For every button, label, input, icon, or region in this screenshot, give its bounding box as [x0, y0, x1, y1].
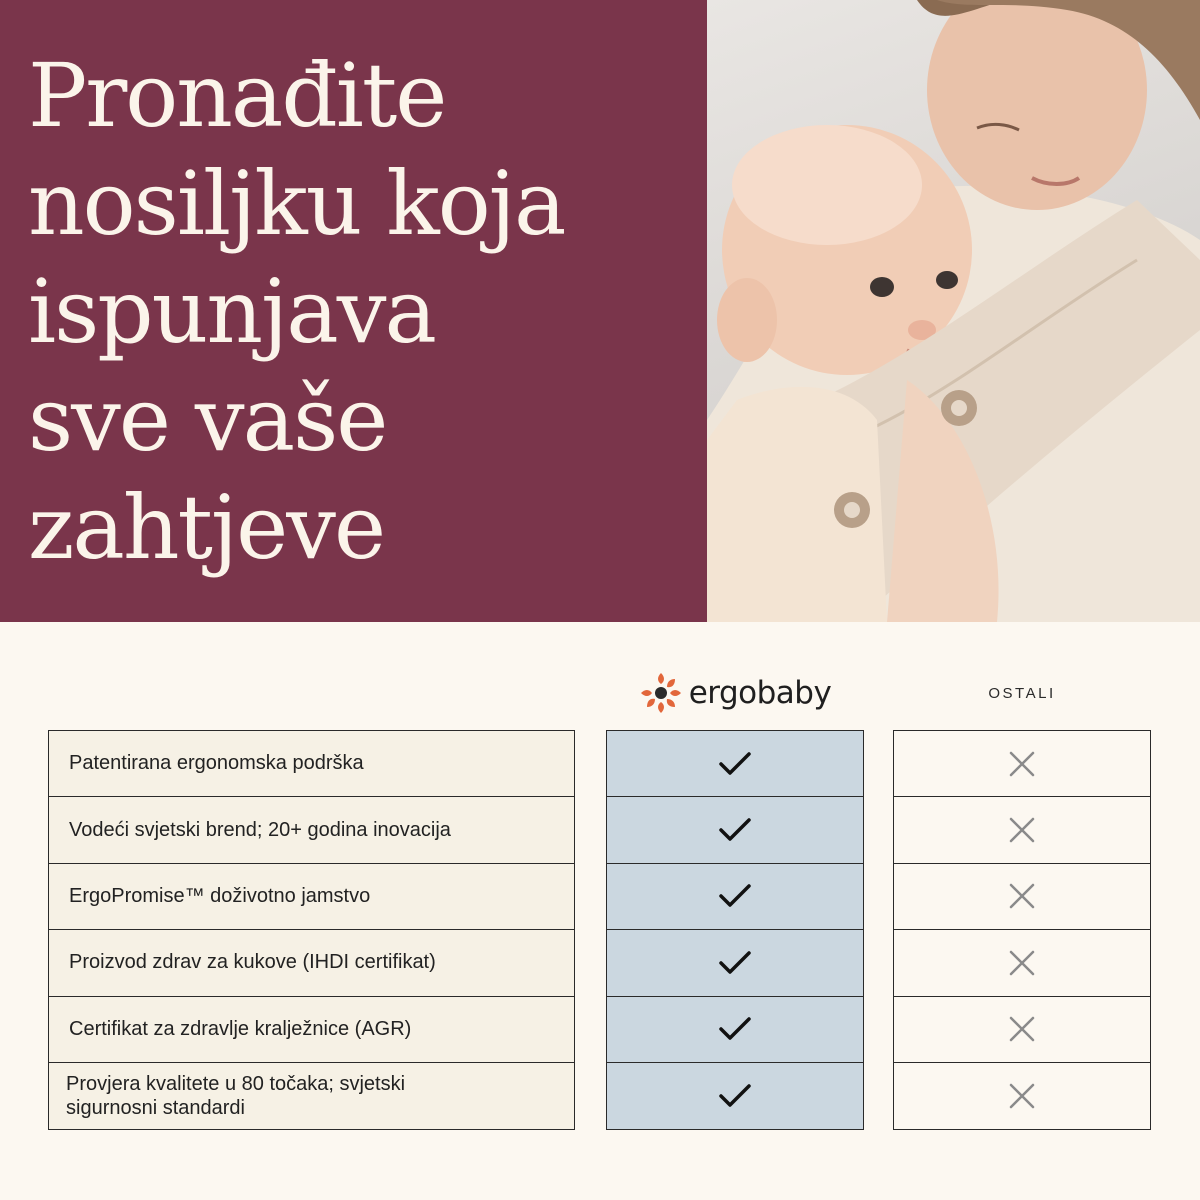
feature-row: Certifikat za zdravlje kralježnice (AGR) [49, 997, 574, 1063]
check-icon [719, 1084, 751, 1108]
feature-text: Provjera kvalitete u 80 točaka; svjetski sigurnosni standardi [66, 1073, 406, 1120]
others-column [893, 730, 1151, 1130]
cross-icon [1009, 1083, 1035, 1109]
others-cell [894, 864, 1150, 930]
check-icon [719, 1017, 751, 1041]
check-icon [719, 951, 751, 975]
others-cell [894, 930, 1150, 996]
check-icon [719, 818, 751, 842]
brand-name: ergobaby [688, 675, 832, 711]
ergobaby-cell [607, 731, 863, 797]
features-column [48, 730, 575, 1130]
feature-row [49, 1063, 574, 1129]
others-cell [894, 797, 1150, 863]
feature-row: ErgoPromise™ doživotno jamstvo [49, 864, 574, 930]
ergobaby-logo-icon [639, 671, 683, 715]
headline-line: sve vaše [28, 368, 387, 471]
ergobaby-cell [607, 997, 863, 1063]
ergobaby-column [606, 730, 864, 1130]
feature-row: Patentirana ergonomska podrška [49, 731, 574, 797]
headline-line: zahtjeve [28, 476, 385, 579]
hero-headline-panel [0, 0, 707, 622]
ergobaby-cell [607, 930, 863, 996]
others-cell [894, 997, 1150, 1063]
others-column-header: OSTALI [988, 684, 1056, 702]
headline-line: nosiljku koja [28, 152, 565, 255]
ergobaby-column-header [606, 668, 864, 718]
cross-icon [1009, 950, 1035, 976]
photo-illustration [707, 0, 1200, 622]
others-cell [894, 1063, 1150, 1129]
feature-row: Proizvod zdrav za kukove (IHDI certifikat) [49, 930, 574, 996]
cross-icon [1009, 751, 1035, 777]
check-icon [719, 884, 751, 908]
ergobaby-cell [607, 1063, 863, 1129]
mother-and-baby-photo [707, 0, 1200, 622]
ergobaby-cell [607, 864, 863, 930]
headline [28, 42, 564, 582]
cross-icon [1009, 817, 1035, 843]
check-icon [719, 752, 751, 776]
others-cell [894, 731, 1150, 797]
cross-icon [1009, 883, 1035, 909]
feature-row: Vodeći svjetski brend; 20+ godina inovacija [49, 797, 574, 863]
ergobaby-cell [607, 797, 863, 863]
headline-line: Pronađite [28, 44, 446, 147]
cross-icon [1009, 1016, 1035, 1042]
headline-line: ispunjava [28, 260, 435, 363]
